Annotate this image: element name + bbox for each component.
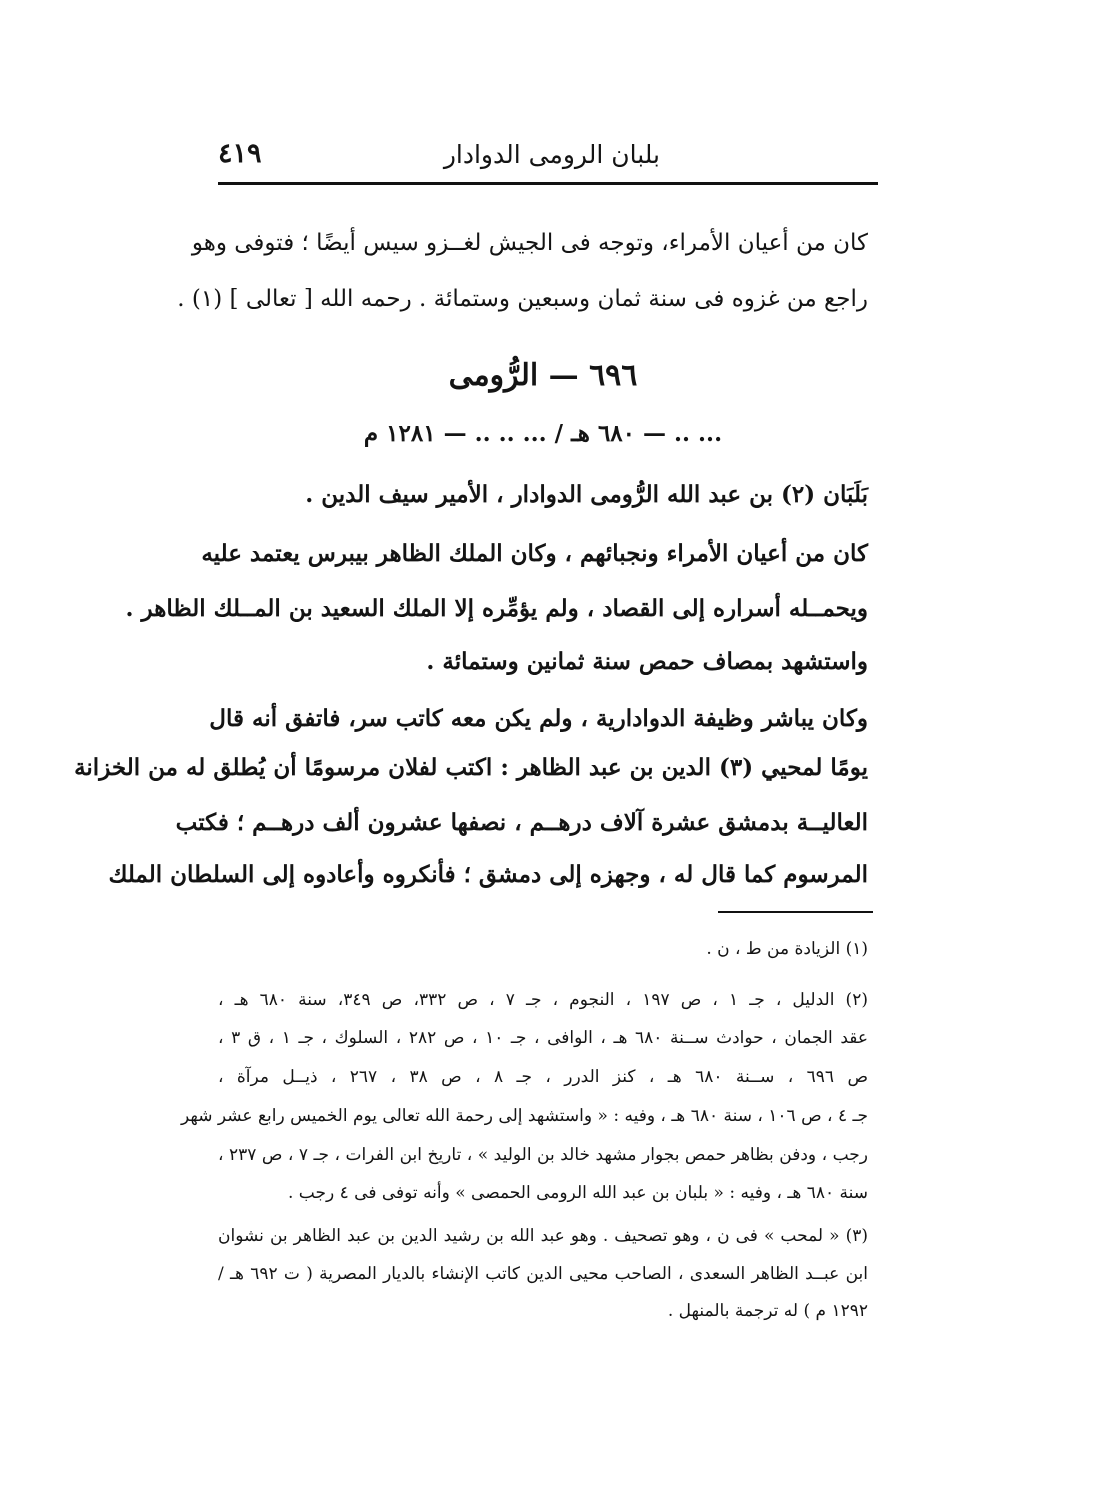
footnote-2-line-3: ص ٦٩٦ ، ســنة ٦٨٠ هـ ، كنز الدرر ، جـ ٨ ، ص ٣٨ ، ٢٦٧ ، ذيــل مرآة ، — [218, 1067, 868, 1087]
footnote-3-line-1: (٣) « لمحب » فى ن ، وهو تصحيف . وهو عبد الله بن رشيد الدين بن عبد الظاهر بن نشوان — [218, 1226, 868, 1246]
footnote-2-line-6: سنة ٦٨٠ هـ ، وفيه : « بلبان بن عبد الله الرومى الحمصى » وأنه توفى فى ٤ رجب . — [287, 1183, 868, 1203]
footnote-rule — [718, 911, 873, 913]
body-line-4: وكان يباشر وظيفة الدوادارية ، ولم يكن معه كاتب سر، فاتفق أنه قال — [209, 705, 868, 732]
header-rule — [218, 182, 878, 185]
footnote-2-line-4: جـ ٤ ، ص ١٠٦ ، سنة ٦٨٠ هـ ، وفيه : « واستشهد إلى رحمة الله تعالى يوم الخميس رابع عشر شهر — [181, 1106, 868, 1126]
body-line-5: يومًا لمحيي (٣) الدين بن عبد الظاهر : اكتب لفلان مرسومًا أن يُطلق له من الخزانة — [74, 754, 868, 781]
footnote-3-line-3: ١٢٩٢ م ) له ترجمة بالمنهل . — [667, 1301, 868, 1321]
intro-line-2: راجع من غزوه فى سنة ثمان وسبعين وستمائة . رحمه الله [ تعالى ] (١) . — [177, 286, 868, 312]
page-number: ٤١٩ — [218, 138, 262, 169]
body-line-7: المرسوم كما قال له ، وجهزه إلى دمشق ؛ فأنكروه وأعادوه إلى السلطان الملك — [108, 861, 868, 888]
body-line-6: العاليــة بدمشق عشرة آلاف درهــم ، نصفها عشرون ألف درهــم ؛ فكتب — [175, 809, 868, 836]
footnote-1: (١) الزيادة من ط ، ن . — [706, 939, 868, 959]
body-line-1: كان من أعيان الأمراء ونجبائهم ، وكان الملك الظاهر بيبرس يعتمد عليه — [201, 540, 868, 567]
footnote-2-line-5: رجب ، ودفن بظاهر حمص بجوار مشهد خالد بن الوليد » ، تاريخ ابن الفرات ، جـ ٧ ، ص ٢٣٧ ، — [218, 1145, 868, 1165]
body-line-2: ويحمــله أسراره إلى القصاد ، ولم يؤمِّره إلا الملك السعيد بن المــلك الظاهر . — [125, 595, 868, 622]
intro-line-1: كان من أعيان الأمراء، وتوجه فى الجيش لغــزو سيس أيضًا ؛ فتوفى وهو — [191, 230, 868, 256]
entry-dates: ... .. — ٦٨٠ هـ / ... .. .. — ١٢٨١ م — [363, 420, 723, 447]
footnote-2-line-2: عقد الجمان ، حوادث ســنة ٦٨٠ هـ ، الوافى ، جـ ١٠ ، ص ٢٨٢ ، السلوك ، جـ ١ ، ق ٣ ، — [218, 1028, 868, 1048]
footnote-2-line-1: (٢) الدليل ، جـ ١ ، ص ١٩٧ ، النجوم ، جـ ٧ ، ص ٣٣٢، ص ٣٤٩، سنة ٦٨٠ هـ ، — [218, 990, 868, 1010]
entry-title: ٦٩٦ — الرُّومى — [448, 358, 638, 393]
footnote-3-line-2: ابن عبــد الظاهر السعدى ، الصاحب محيى الدين كاتب الإنشاء بالديار المصرية ( ت ٦٩٢ هـ / — [218, 1264, 869, 1284]
running-header — [218, 134, 878, 182]
entry-name-line: بَلَبَان (٢) بن عبد الله الرُّومى الدوادار ، الأمير سيف الدين . — [305, 481, 868, 508]
body-line-3: واستشهد بمصاف حمص سنة ثمانين وستمائة . — [426, 648, 868, 675]
header-title: بلبان الرومى الدوادار — [443, 140, 660, 169]
